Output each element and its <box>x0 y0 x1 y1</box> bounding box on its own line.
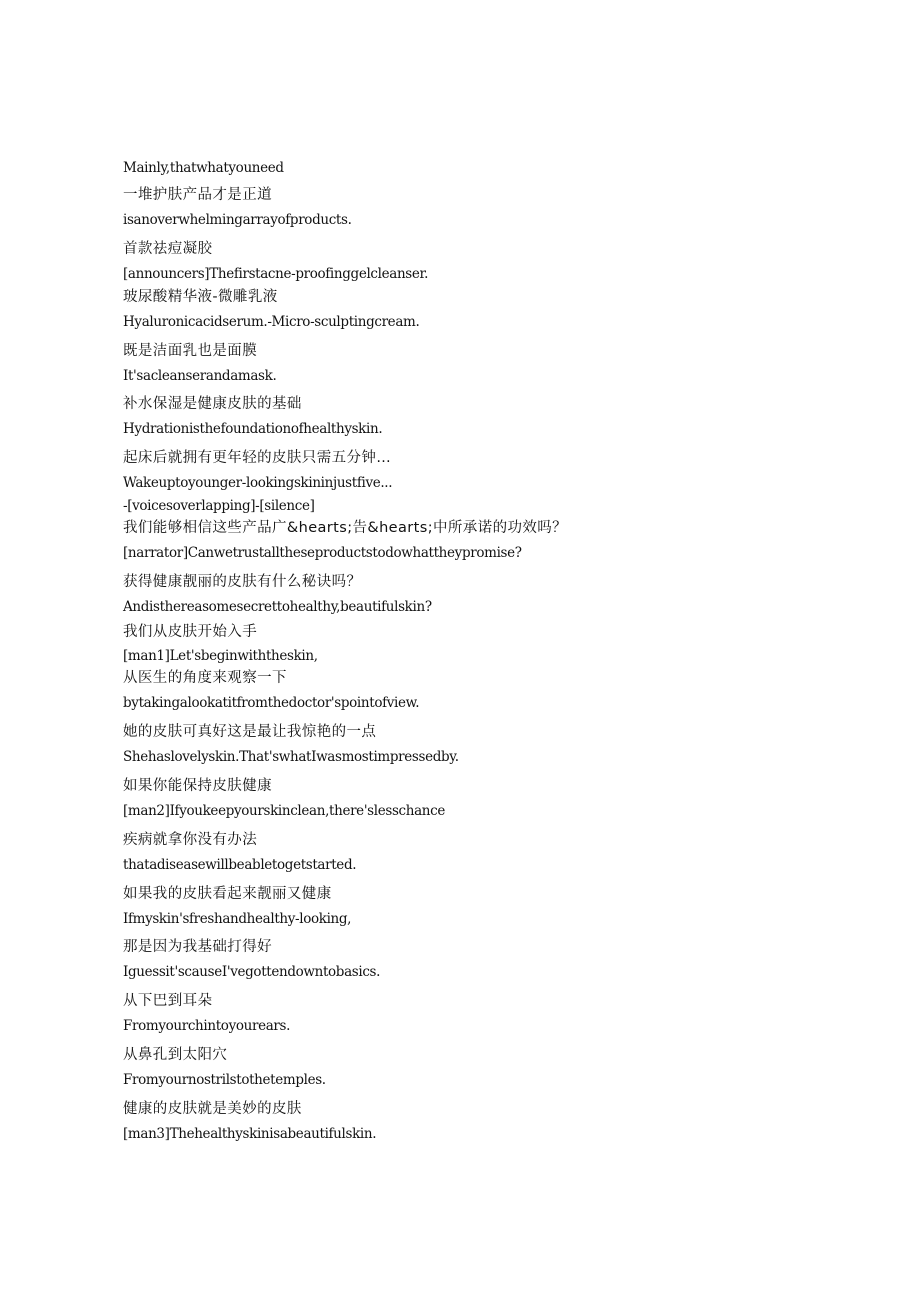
subtitle-line-zh: 她的皮肤可真好这是最让我惊艳的一点 <box>123 724 377 740</box>
subtitle-line-en: [man2]Ifyoukeepyourskinclean,there'slesschance <box>123 803 445 819</box>
subtitle-line-en: [man3]Thehealthyskinisabeautifulskin. <box>123 1126 377 1142</box>
subtitle-line-zh: 如果我的皮肤看起来靓丽又健康 <box>123 886 332 902</box>
subtitle-line-zh: 起床后就拥有更年轻的皮肤只需五分钟… <box>123 450 392 466</box>
subtitle-line-zh: 我们从皮肤开始入手 <box>123 624 258 640</box>
subtitle-line-en: Shehaslovelyskin.That'swhatIwasmostimpressedby. <box>123 749 459 765</box>
subtitle-line-zh: 获得健康靓丽的皮肤有什么秘诀吗？ <box>123 574 362 590</box>
subtitle-line-en: thatadiseasewillbeabletogetstarted. <box>123 857 357 873</box>
subtitle-line-en: Fromyourchintoyourears. <box>123 1018 291 1034</box>
subtitle-line-zh: 从下巴到耳朵 <box>123 993 213 1009</box>
subtitle-line-zh: 疾病就拿你没有办法 <box>123 832 258 848</box>
subtitle-line-en: [narrator]Canwetrustalltheseproductstodowhattheypromise? <box>123 545 522 561</box>
subtitle-line-zh: 那是因为我基础打得好 <box>123 939 272 955</box>
subtitle-line-zh: 如果你能保持皮肤健康 <box>123 778 272 794</box>
subtitle-line-en: Wakeuptoyounger-lookingskininjustfive... <box>123 475 393 491</box>
subtitle-line-en: -[voicesoverlapping]-[silence] <box>123 498 315 514</box>
subtitle-line-en: It'sacleanserandamask. <box>123 368 277 384</box>
subtitle-line-en: isanoverwhelmingarrayofproducts. <box>123 212 352 228</box>
subtitle-line-zh: 一堆护肤产品才是正道 <box>123 187 272 203</box>
subtitle-line-en: Andisthereasomesecrettohealthy,beautifulskin? <box>123 599 432 615</box>
subtitle-line-en: Ifmyskin'sfreshandhealthy-looking, <box>123 911 352 927</box>
subtitle-line-zh: 我们能够相信这些产品广&hearts;告&hearts;中所承诺的功效吗？ <box>123 520 568 536</box>
subtitle-line-zh: 既是洁面乳也是面膜 <box>123 343 258 359</box>
subtitle-line-zh: 从医生的角度来观察一下 <box>123 670 287 686</box>
subtitle-line-en: Mainly,thatwhatyouneed <box>123 160 284 176</box>
subtitle-line-zh: 健康的皮肤就是美妙的皮肤 <box>123 1101 302 1117</box>
subtitle-line-zh: 补水保湿是健康皮肤的基础 <box>123 396 302 412</box>
subtitle-line-en: Hyaluronicacidserum.-Micro-sculptingcream. <box>123 314 420 330</box>
subtitle-line-en: [announcers]Thefirstacne-proofinggelcleanser. <box>123 266 429 282</box>
subtitle-line-zh: 玻尿酸精华液-微雕乳液 <box>123 289 278 305</box>
subtitle-line-zh: 从鼻孔到太阳穴 <box>123 1047 228 1063</box>
subtitle-line-en: [man1]Let'sbeginwiththeskin, <box>123 648 318 664</box>
subtitle-line-en: Iguessit'scauseI'vegottendowntobasics. <box>123 964 381 980</box>
subtitle-line-en: Hydrationisthefoundationofhealthyskin. <box>123 421 383 437</box>
subtitle-line-zh: 首款祛痘凝胶 <box>123 241 213 257</box>
subtitle-line-en: Fromyournostrilstothetemples. <box>123 1072 326 1088</box>
subtitle-line-en: bytakingalookatitfromthedoctor'spointofview. <box>123 695 420 711</box>
